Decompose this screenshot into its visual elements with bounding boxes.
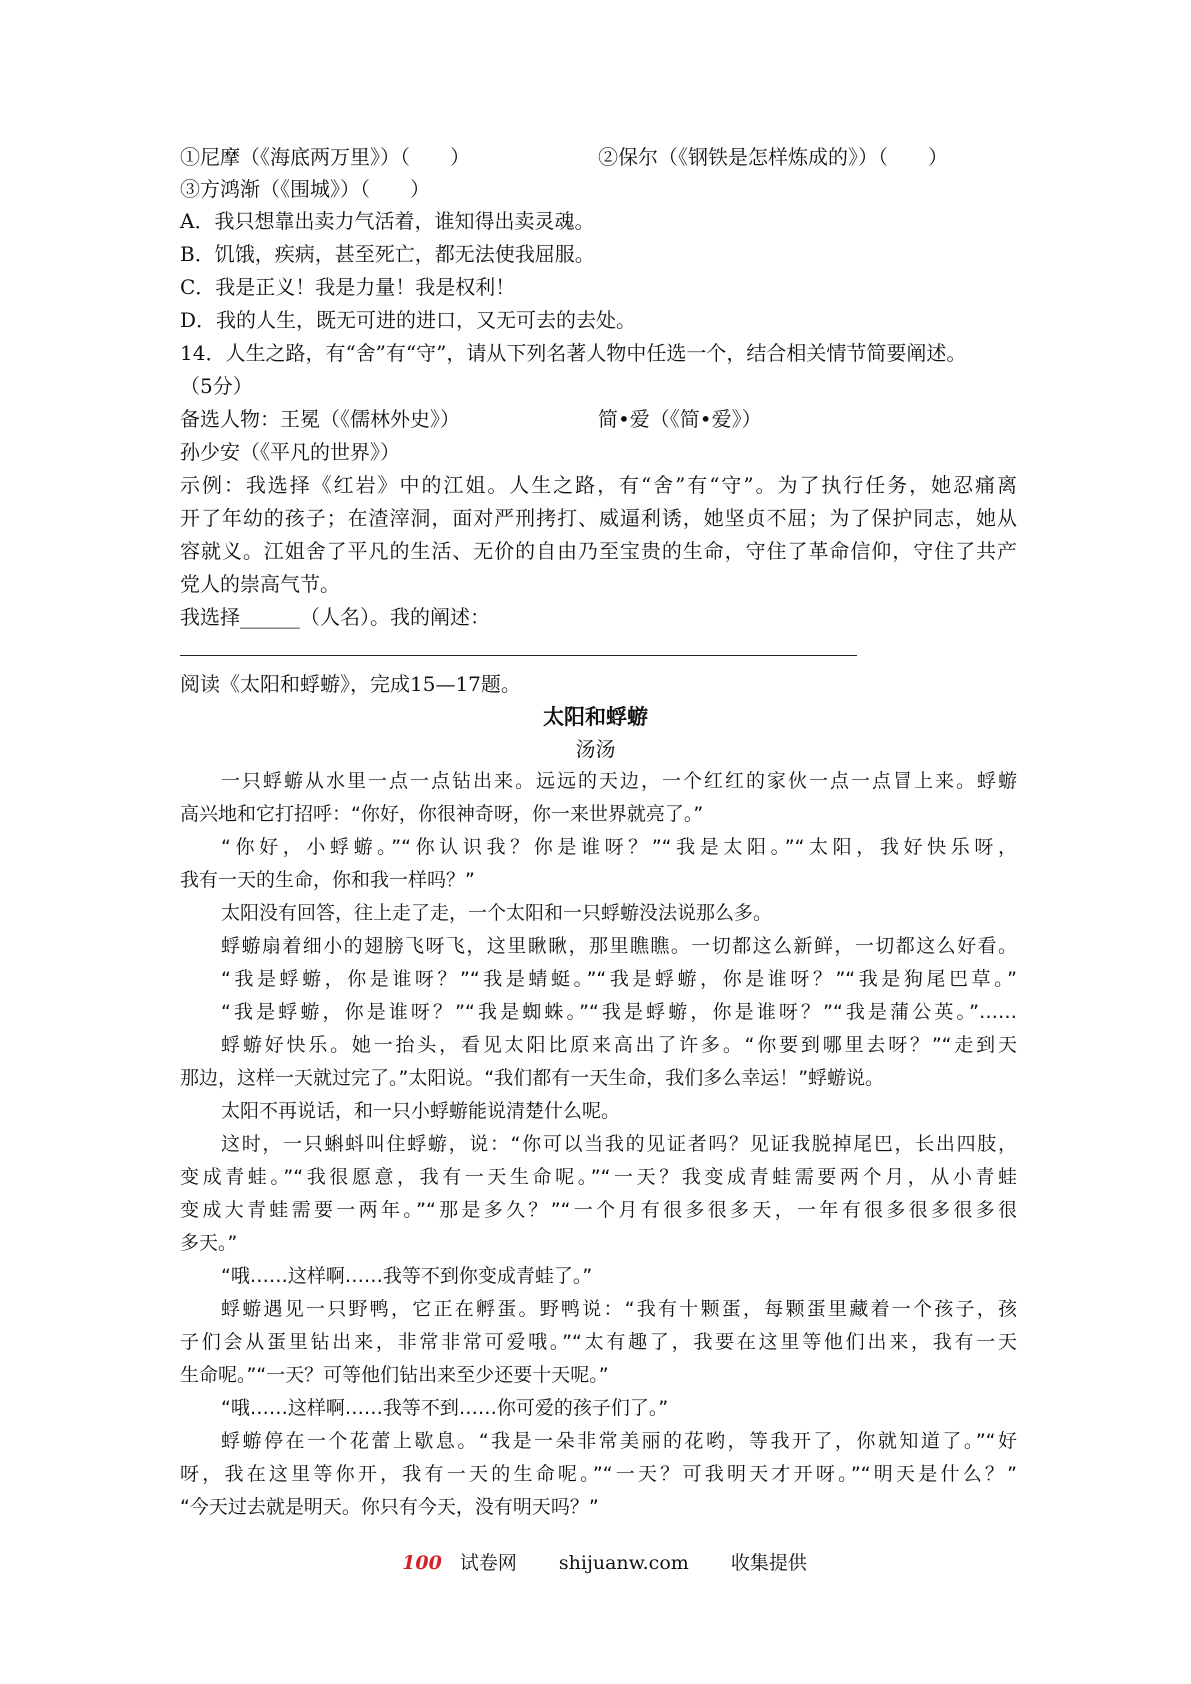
story-line: “我是蜉蝣，你是谁呀？”“我是蜘蛛。”“我是蜉蝣，你是谁呀？”“我是蒲公英。”……: [221, 1001, 1017, 1023]
story-line: 那边，这样一天就过完了。”太阳说。“我们都有一天生命，我们多么幸运！”蜉蝣说。: [180, 1067, 885, 1089]
logo-number: 100: [402, 1552, 442, 1574]
story-line: 变成青蛙。”“我很愿意，我有一天生命呢。”“一天？我变成青蛙需要两个月，从小青蛙: [180, 1166, 1017, 1188]
reading-instruction: 阅读《太阳和蜉蝣》，完成15—17题。: [180, 672, 521, 696]
story-author: 汤汤: [575, 737, 616, 761]
story-line: 多天。”: [180, 1232, 238, 1254]
option-b: B．饥饿，疾病，甚至死亡，都无法使我屈服。: [180, 242, 595, 266]
question-14-score: （5分）: [180, 374, 253, 398]
story-line: 一只蜉蝣从水里一点一点钻出来。远远的天边，一个红红的家伙一点一点冒上来。蜉蝣: [221, 770, 1017, 792]
story-line: 太阳没有回答，往上走了走，一个太阳和一只蜉蝣没法说那么多。: [221, 902, 773, 924]
option-d: D．我的人生，既无可进的进口，又无可去的去处。: [180, 308, 637, 332]
question-13-item-3: ③方鸿渐（《围城》）（ ）: [180, 177, 430, 201]
story-line: 太阳不再说话，和一只小蜉蝣能说清楚什么呢。: [221, 1100, 621, 1122]
question-14-stem: 14．人生之路，有“舍”有“守”，请从下列名著人物中任选一个，结合相关情节简要阐述。: [180, 341, 967, 365]
story-line: 高兴地和它打招呼：“你好，你很神奇呀，你一来世界就亮了。”: [180, 803, 704, 825]
footer-logo: [384, 1552, 517, 1574]
story-title: 太阳和蜉蝣: [543, 705, 648, 729]
example-line: 容就义。江姐舍了平凡的生活、无价的自由乃至宝贵的生命，守住了革命信仰，守住了共产: [180, 539, 1017, 563]
page-footer: [0, 1548, 1191, 1575]
footer-site: shijuanw.com: [558, 1552, 689, 1574]
option-c: C．我是正义！我是力量！我是权利！: [180, 275, 516, 299]
candidate-characters: 备选人物：王冕（《儒林外史》）: [180, 407, 460, 431]
story-line: “我是蜉蝣，你是谁呀？”“我是蜻蜓。”“我是蜉蝣，你是谁呀？”“我是狗尾巴草。”: [221, 968, 1017, 990]
logo-text: 试卷网: [459, 1552, 517, 1574]
option-a: A．我只想靠出卖力气活着，谁知得出卖灵魂。: [180, 209, 595, 233]
example-line: 党人的崇高气节。: [180, 572, 340, 596]
question-13-item-1: ①尼摩（《海底两万里》）（ ）: [180, 145, 470, 169]
story-line: 子们会从蛋里钻出来，非常非常可爱哦。”“太有趣了，我要在这里等他们出来，我有一天: [180, 1331, 1017, 1353]
story-line: 生命呢。”“一天？可等他们钻出来至少还要十天呢。”: [180, 1364, 609, 1386]
example-line: 示例：我选择《红岩》中的江姐。人生之路，有“舍”有“守”。为了执行任务，她忍痛离: [180, 473, 1017, 497]
candidate-sun-shaoan: 孙少安（《平凡的世界》）: [180, 440, 400, 464]
candidate-jane-eyre: 简•爱（《简•爱》）: [598, 407, 762, 431]
story-line: “你好，小蜉蝣。”“你认识我？你是谁呀？”“我是太阳。”“太阳，我好快乐呀，: [221, 836, 1017, 858]
story-line: 蜉蝣停在一个花蕾上歇息。“我是一朵非常美丽的花哟，等我开了，你就知道了。”“好: [221, 1430, 1017, 1452]
example-line: 开了年幼的孩子；在渣滓洞，面对严刑拷打、威逼利诱，她坚贞不屈；为了保护同志，她从: [180, 506, 1017, 530]
story-line: 蜉蝣好快乐。她一抬头，看见太阳比原来高出了许多。“你要到哪里去呀？”“走到天: [221, 1034, 1017, 1056]
answer-prompt: 我选择______（人名）。我的阐述：: [180, 605, 490, 629]
story-line: “今天过去就是明天。你只有今天，没有明天吗？”: [180, 1496, 599, 1518]
story-line: 这时，一只蝌蚪叫住蜉蝣，说：“你可以当我的见证者吗？见证我脱掉尾巴，长出四肢，: [221, 1133, 1017, 1155]
question-13-item-2: ②保尔（《钢铁是怎样炼成的》）（ ）: [598, 145, 948, 169]
footer-credit: 收集提供: [730, 1552, 807, 1574]
answer-line: [180, 655, 857, 656]
story-line: “哦……这样啊……我等不到你变成青蛙了。”: [221, 1265, 593, 1287]
story-line: “哦……这样啊……我等不到……你可爱的孩子们了。”: [221, 1397, 669, 1419]
story-line: 蜉蝣遇见一只野鸭，它正在孵蛋。野鸭说：“我有十颗蛋，每颗蛋里藏着一个孩子，孩: [221, 1298, 1017, 1320]
story-line: 呀，我在这里等你开，我有一天的生命呢。”“一天？可我明天才开呀。”“明天是什么？”: [180, 1463, 1017, 1485]
story-line: 变成大青蛙需要一两年。”“那是多久？”“一个月有很多很多天，一年有很多很多很多很: [180, 1199, 1017, 1221]
story-line: 我有一天的生命，你和我一样吗？”: [180, 869, 475, 891]
story-line: 蜉蝣扇着细小的翅膀飞呀飞，这里瞅瞅，那里瞧瞧。一切都这么新鲜，一切都这么好看。: [221, 935, 1017, 957]
